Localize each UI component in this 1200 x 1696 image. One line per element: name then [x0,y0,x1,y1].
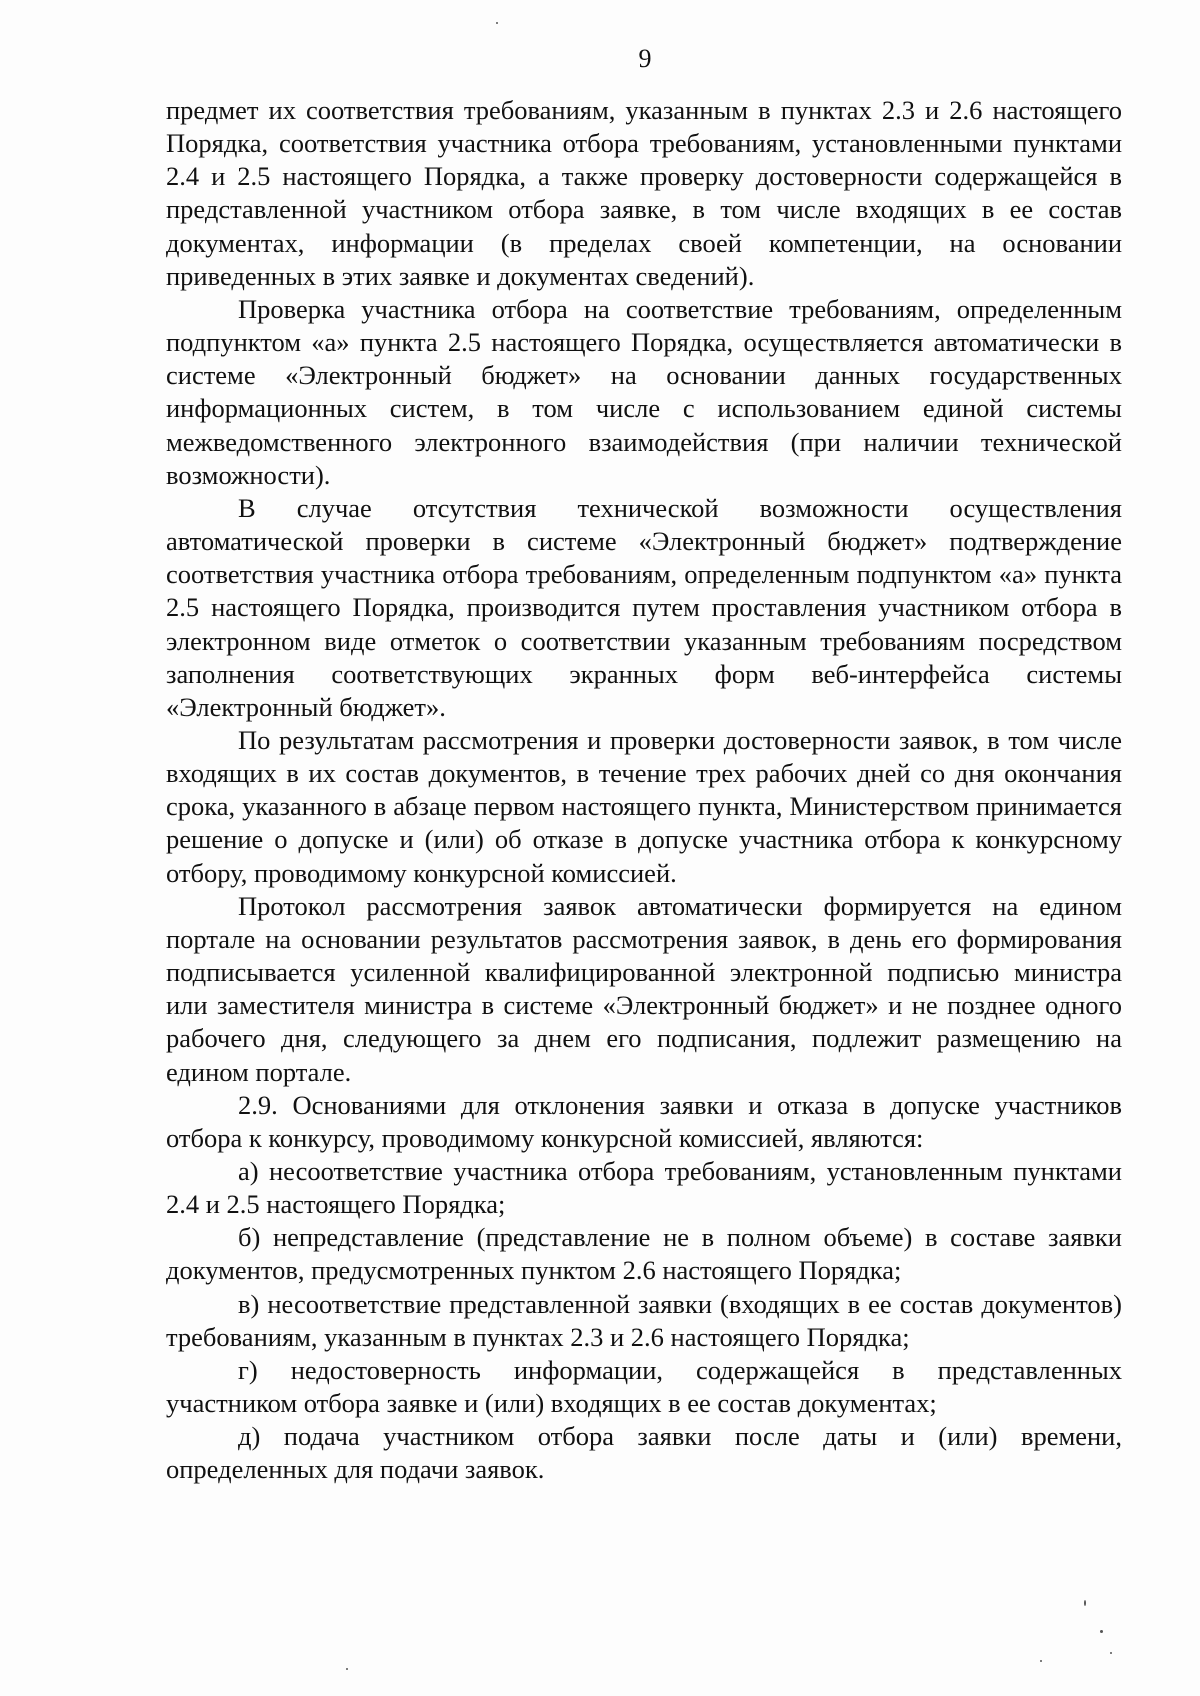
paragraph-5: Протокол рассмотрения заявок автоматически формируется на едином портале на основании результатов рассмотрения заявок, в день его формирования подписывается усиленной квалифицированной электронной подписью министра или заместителя министра в системе «Электронный бюджет» и не позднее одного рабочего дня, следующего за днем его подписания, подлежит размещению на едином портале. [166,890,1122,1087]
list-item-a: а) несоответствие участника отбора требованиям, установленным пунктами 2.4 и 2.5 настоящего Порядка; [166,1156,1122,1220]
scan-speck [1100,1630,1103,1633]
scan-speck [346,1668,348,1670]
list-item-d: д) подача участником отбора заявки после даты и (или) времени, определенных для подачи заявок. [166,1421,1122,1485]
scan-speck [496,22,498,24]
paragraph-3: В случае отсутствия технической возможности осуществления автоматической проверки в системе «Электронный бюджет» подтверждение соответствия участника отбора требованиям, определенным подпунктом «а» пункта 2.5 настоящего Порядка, производится путем проставления участником отбора в электронном виде отметок о соответствии указанным требованиям посредством заполнения соответствующих экранных форм веб-интерфейса системы «Электронный бюджет». [166,492,1122,722]
paragraph-section-2-9: 2.9. Основаниями для отклонения заявки и отказа в допуске участников отбора к конкурсу, проводимому конкурсной комиссией, являются: [166,1089,1122,1153]
paragraph-2: Проверка участника отбора на соответствие требованиям, определенным подпунктом «а» пункта 2.5 настоящего Порядка, осуществляется автоматически в системе «Электронный бюджет» на основании данных государственных информационных систем, в том числе с использованием единой системы межведомственного электронного взаимодействия (при наличии технической возможности). [166,293,1122,490]
scan-speck [1084,1600,1086,1606]
list-item-b: б) непредставление (представление не в полном объеме) в составе заявки документов, предусмотренных пунктом 2.6 настоящего Порядка; [166,1222,1122,1286]
paragraph-4: По результатам рассмотрения и проверки достоверности заявок, в том числе входящих в их состав документов, в течение трех рабочих дней со дня окончания срока, указанного в абзаце первом настоящего пункта, Министерством принимается решение о допуске и (или) об отказе в допуске участника отбора к конкурсному отбору, проводимому конкурсной комиссией. [166,724,1122,888]
scan-speck [1110,1652,1112,1654]
page-number: 9 [638,44,652,73]
scan-speck [1040,1660,1042,1662]
document-body [166,94,1122,1487]
paragraph-1: предмет их соответствия требованиям, указанным в пунктах 2.3 и 2.6 настоящего Порядка, соответствия участника отбора требованиям, установленными пунктами 2.4 и 2.5 настоящего Порядка, а также проверку достоверности содержащейся в представленной участником отбора заявке, в том числе входящих в ее состав документах, информации (в пределах своей компетенции, на основании приведенных в этих заявке и документах сведений). [166,95,1122,291]
list-item-v: в) несоответствие представленной заявки (входящих в ее состав документов) требованиям, указанным в пунктах 2.3 и 2.6 настоящего Порядка; [166,1288,1122,1352]
list-item-g: г) недостоверность информации, содержащейся в представленных участником отбора заявке и (или) входящих в ее состав документах; [166,1354,1122,1419]
